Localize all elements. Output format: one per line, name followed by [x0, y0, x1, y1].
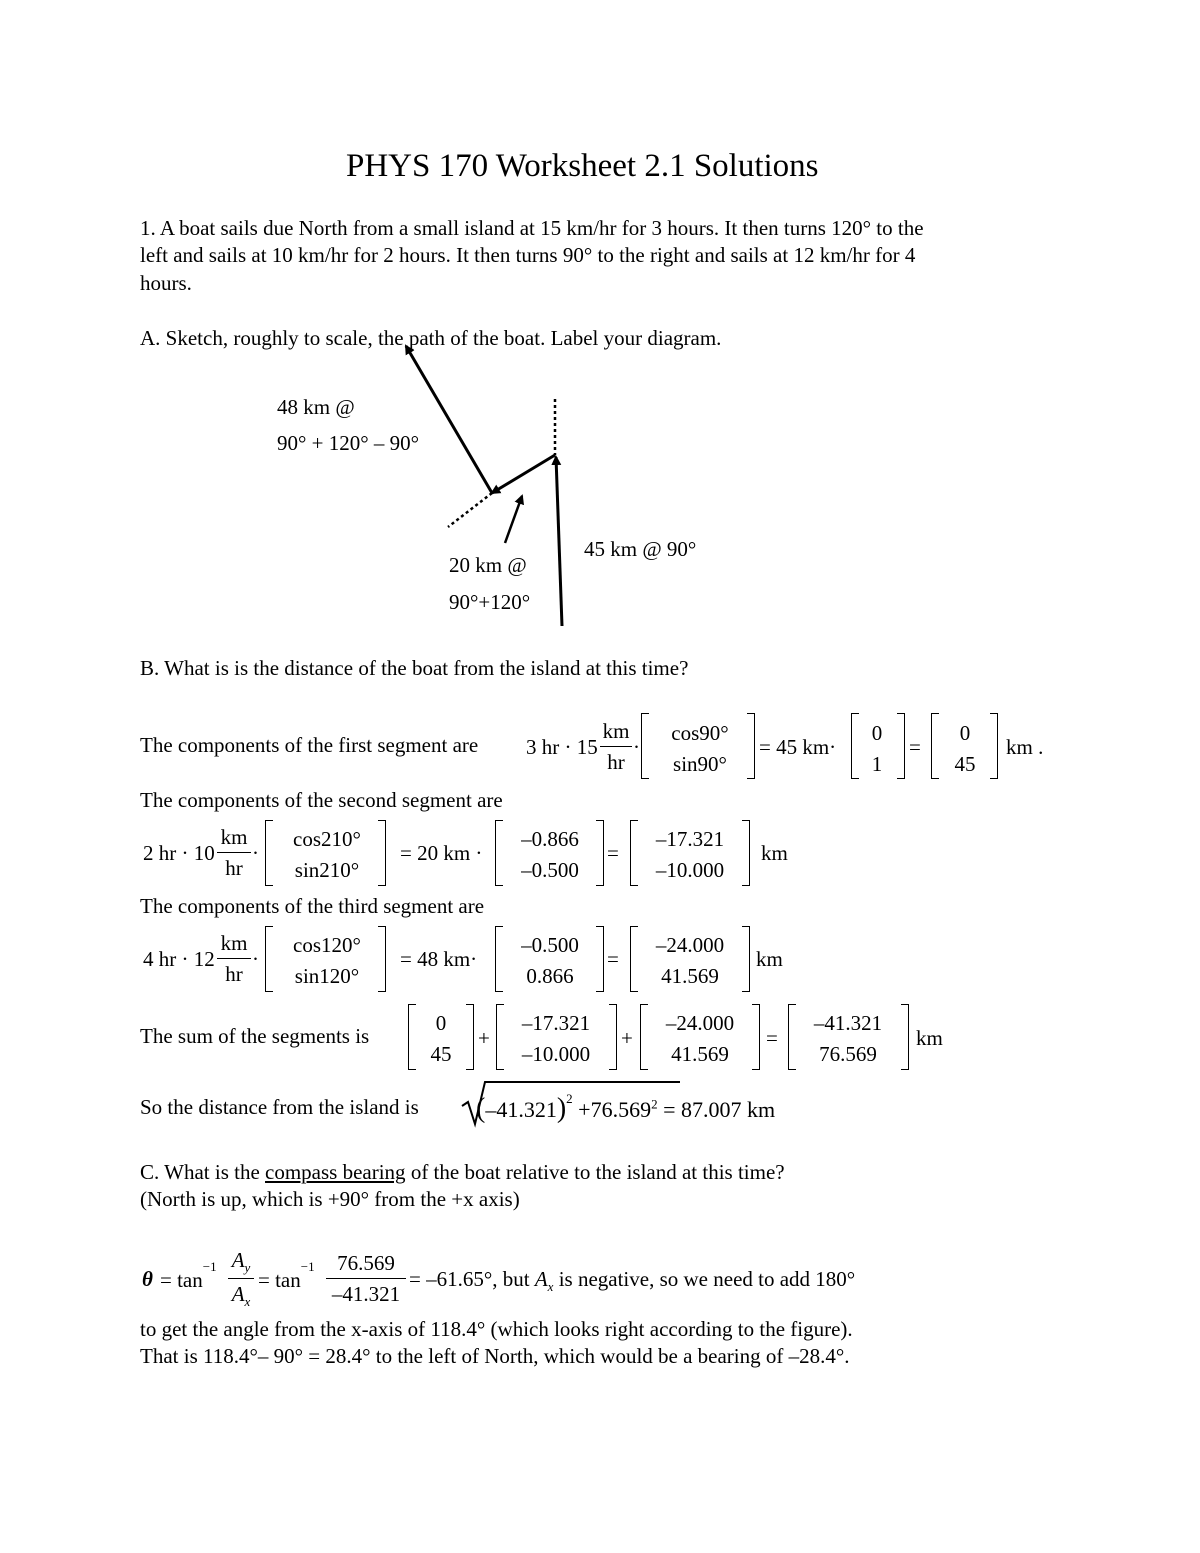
- segment-2-arrow: [492, 455, 555, 493]
- seg2-intro: The components of the second segment are: [140, 788, 503, 812]
- theta-comment-ax: A: [534, 1267, 548, 1291]
- sum-v2-lbracket: [496, 1004, 504, 1070]
- seg2-vec-b-lbracket: [495, 820, 503, 886]
- sum-eq: =: [766, 1026, 778, 1050]
- theta-comment-a: , but: [492, 1267, 535, 1291]
- seg3-vec-b-lbracket: [495, 926, 503, 992]
- sum-v1-y: 45: [430, 1042, 452, 1066]
- sum-v4-rbracket: [901, 1004, 909, 1070]
- sum-tail: km: [916, 1026, 943, 1050]
- distance-close-paren: ): [556, 1093, 567, 1124]
- ay-sub: y: [244, 1260, 251, 1276]
- seg3-vec-a-y: sin120°: [294, 964, 360, 988]
- theta-result: = –61.65°: [409, 1267, 493, 1291]
- seg1-vec-a-rbracket: [747, 713, 755, 779]
- seg3-dot: ·: [252, 947, 259, 971]
- segment-3-arrow: [406, 346, 492, 493]
- sum-v3-rbracket: [752, 1004, 760, 1070]
- seg1-vec-b: [862, 718, 892, 780]
- value-frac-den: –41.321: [331, 1282, 401, 1306]
- seg3-vec-b-y: 0.866: [526, 964, 574, 988]
- seg3-unit-fraction: [217, 931, 251, 987]
- seg3-vec-a-x: cos120°: [293, 933, 361, 957]
- sum-v1-x: 0: [435, 1011, 447, 1035]
- distance-exp2: 2: [651, 1096, 658, 1112]
- sum-plus-2: +: [621, 1026, 633, 1050]
- seg1-lead: 3 hr · 15: [526, 735, 598, 759]
- seg1-vec-b-rbracket: [897, 713, 905, 779]
- sum-v1-rbracket: [466, 1004, 474, 1070]
- label-48km: 48 km @: [277, 395, 355, 419]
- label-45km: 45 km @ 90°: [584, 537, 697, 561]
- sum-v2: [508, 1008, 604, 1070]
- label-20km: 20 km @: [449, 553, 527, 577]
- seg3-vec-a-lbracket: [265, 926, 273, 992]
- part-c-question-tail: of the boat relative to the island at this time?: [405, 1160, 785, 1184]
- seg3-unit-num: km: [217, 931, 251, 959]
- seg2-vec-a-lbracket: [265, 820, 273, 886]
- seg1-intro: The components of the first segment are: [140, 733, 479, 757]
- seg3-vec-a-rbracket: [378, 926, 386, 992]
- seg2-vec-a: [279, 824, 375, 886]
- theta-result-line: [409, 1267, 855, 1295]
- seg2-lead: 2 hr · 10: [143, 841, 215, 865]
- sum-v4-y: 76.569: [819, 1042, 877, 1066]
- seg2-vec-c-rbracket: [742, 820, 750, 886]
- seg1-dot: ·: [633, 735, 640, 759]
- seg1-vec-b-y: 1: [871, 752, 883, 776]
- seg1-vec-b-lbracket: [851, 713, 859, 779]
- seg1-vec-a-lbracket: [641, 713, 649, 779]
- sum-v2-x: –17.321: [521, 1011, 591, 1035]
- sum-v3-x: –24.000: [665, 1011, 735, 1035]
- sum-plus-1: +: [478, 1026, 490, 1050]
- seg1-vec-c-x: 0: [959, 721, 971, 745]
- seg1-mid: = 45 km·: [759, 735, 837, 759]
- part-c-question-underlined: compass bearing: [265, 1160, 406, 1184]
- seg3-vec-c-y: 41.569: [661, 964, 719, 988]
- part-b-question: B. What is is the distance of the boat from the island at this time?: [140, 656, 689, 680]
- seg1-vec-c-lbracket: [931, 713, 939, 779]
- seg3-vec-a: [279, 930, 375, 992]
- part-c-note: (North is up, which is +90° from the +x axis): [140, 1187, 520, 1211]
- seg3-vec-b-x: –0.500: [521, 933, 579, 957]
- sum-intro: The sum of the segments is: [140, 1024, 370, 1048]
- seg2-vec-a-y: sin210°: [294, 858, 360, 882]
- seg2-vec-a-rbracket: [378, 820, 386, 886]
- seg3-intro: The components of the third segment are: [140, 894, 485, 918]
- distance-plus: +76.569: [578, 1097, 652, 1122]
- sum-v3: [652, 1008, 748, 1070]
- sum-v3-lbracket: [640, 1004, 648, 1070]
- seg3-mid: = 48 km·: [400, 947, 478, 971]
- seg2-vec-c: [642, 824, 738, 886]
- label-48km-angle: 90° + 120° – 90°: [277, 431, 420, 455]
- seg2-unit-fraction: [217, 825, 251, 881]
- sum-v1: [420, 1008, 462, 1070]
- ax-frac-den: [228, 1279, 254, 1310]
- theta-inv-2: −1: [300, 1259, 315, 1274]
- seg3-vec-b: [508, 930, 592, 992]
- theta-symbol: θ: [142, 1267, 153, 1291]
- value-fraction: [326, 1251, 406, 1307]
- distance-val1: –41.321: [485, 1097, 557, 1122]
- label-pointer-arrow: [505, 496, 522, 543]
- sum-v2-y: –10.000: [521, 1042, 591, 1066]
- seg2-vec-c-y: –10.000: [655, 858, 725, 882]
- distance-intro: So the distance from the island is: [140, 1095, 419, 1119]
- sum-v4: [800, 1008, 896, 1070]
- ax-letter: A: [231, 1282, 245, 1307]
- sum-v3-y: 41.569: [671, 1042, 729, 1066]
- ay-over-ax: [228, 1248, 254, 1310]
- seg1-vec-b-x: 0: [871, 721, 883, 745]
- part-c-question: [140, 1162, 785, 1183]
- seg2-vec-c-lbracket: [630, 820, 638, 886]
- seg1-vec-c-y: 45: [954, 752, 976, 776]
- seg2-unit-num: km: [217, 825, 251, 853]
- distance-open-paren: (: [476, 1093, 486, 1124]
- seg3-vec-c-rbracket: [742, 926, 750, 992]
- theta-comment-ax-sub: x: [547, 1279, 554, 1295]
- part-c-question-lead: C. What is the: [140, 1160, 266, 1184]
- seg3-vec-c-lbracket: [630, 926, 638, 992]
- seg2-mid: = 20 km ·: [400, 841, 483, 865]
- seg2-vec-a-x: cos210°: [293, 827, 361, 851]
- seg2-dot: ·: [252, 841, 259, 865]
- seg1-vec-a-x: cos90°: [671, 721, 729, 745]
- theta-comment-b: is negative, so we need to add 180°: [553, 1267, 856, 1291]
- problem-line-2: left and sails at 10 km/hr for 2 hours. It then turns 90° to the right and sails at 12 km/hr for 4: [140, 243, 916, 267]
- seg3-lead: 4 hr · 12: [143, 947, 215, 971]
- heading-extension-dotted: [448, 493, 492, 527]
- theta-eq1: [160, 1259, 217, 1293]
- ay-frac-num: [228, 1248, 254, 1279]
- seg3-eq: =: [607, 947, 619, 971]
- seg1-tail: km .: [1006, 735, 1044, 759]
- problem-line-1: 1. A boat sails due North from a small island at 15 km/hr for 3 hours. It then turns 120° to the: [140, 216, 924, 240]
- sum-v4-lbracket: [788, 1004, 796, 1070]
- seg2-tail: km: [761, 841, 788, 865]
- seg2-vec-b: [508, 824, 592, 886]
- seg2-vec-b-rbracket: [596, 820, 604, 886]
- label-20km-angle: 90°+120°: [449, 590, 531, 614]
- part-c-line-1: to get the angle from the x-axis of 118.4° (which looks right according to the figure).: [140, 1317, 853, 1341]
- seg2-eq: =: [607, 841, 619, 865]
- segment-1-arrow: [556, 457, 562, 626]
- seg3-tail: km: [756, 947, 783, 971]
- seg2-vec-c-x: –17.321: [655, 827, 725, 851]
- seg1-eq: =: [909, 735, 921, 759]
- seg1-vec-a: [656, 718, 744, 780]
- sum-v1-lbracket: [408, 1004, 416, 1070]
- seg3-vec-b-rbracket: [596, 926, 604, 992]
- seg2-vec-b-x: –0.866: [521, 827, 579, 851]
- theta-eq2-text: = tan: [258, 1268, 301, 1292]
- seg3-vec-c: [642, 930, 738, 992]
- seg2-vec-b-y: –0.500: [521, 858, 579, 882]
- seg1-unit-den: hr: [607, 750, 625, 774]
- seg1-unit-num: km: [600, 719, 632, 747]
- sum-v4-x: –41.321: [813, 1011, 883, 1035]
- seg1-vec-c-rbracket: [990, 713, 998, 779]
- ay-letter: A: [231, 1248, 245, 1272]
- theta-eq2: [258, 1259, 315, 1293]
- distance-exp1: 2: [566, 1090, 573, 1106]
- theta-eq1-text: = tan: [160, 1268, 203, 1292]
- boat-path-diagram: [0, 0, 1200, 700]
- part-c-line-2: That is 118.4°– 90° = 28.4° to the left of North, which would be a bearing of –28.4°.: [140, 1344, 850, 1368]
- part-a-question: A. Sketch, roughly to scale, the path of the boat. Label your diagram.: [140, 326, 722, 350]
- distance-result: = 87.007 km: [663, 1097, 776, 1122]
- distance-expression: [476, 1090, 776, 1125]
- sum-v2-rbracket: [609, 1004, 617, 1070]
- page-title: PHYS 170 Worksheet 2.1 Solutions: [346, 148, 819, 184]
- theta-inv-1: −1: [202, 1259, 217, 1274]
- ax-sub: x: [244, 1294, 251, 1310]
- seg1-vec-a-y: sin90°: [673, 752, 727, 776]
- seg1-vec-c: [944, 718, 986, 780]
- value-frac-num: 76.569: [326, 1251, 406, 1279]
- seg2-unit-den: hr: [225, 856, 243, 880]
- seg3-vec-c-x: –24.000: [655, 933, 725, 957]
- seg3-unit-den: hr: [225, 962, 243, 986]
- seg1-unit-fraction: [600, 719, 632, 775]
- problem-line-3: hours.: [140, 271, 192, 295]
